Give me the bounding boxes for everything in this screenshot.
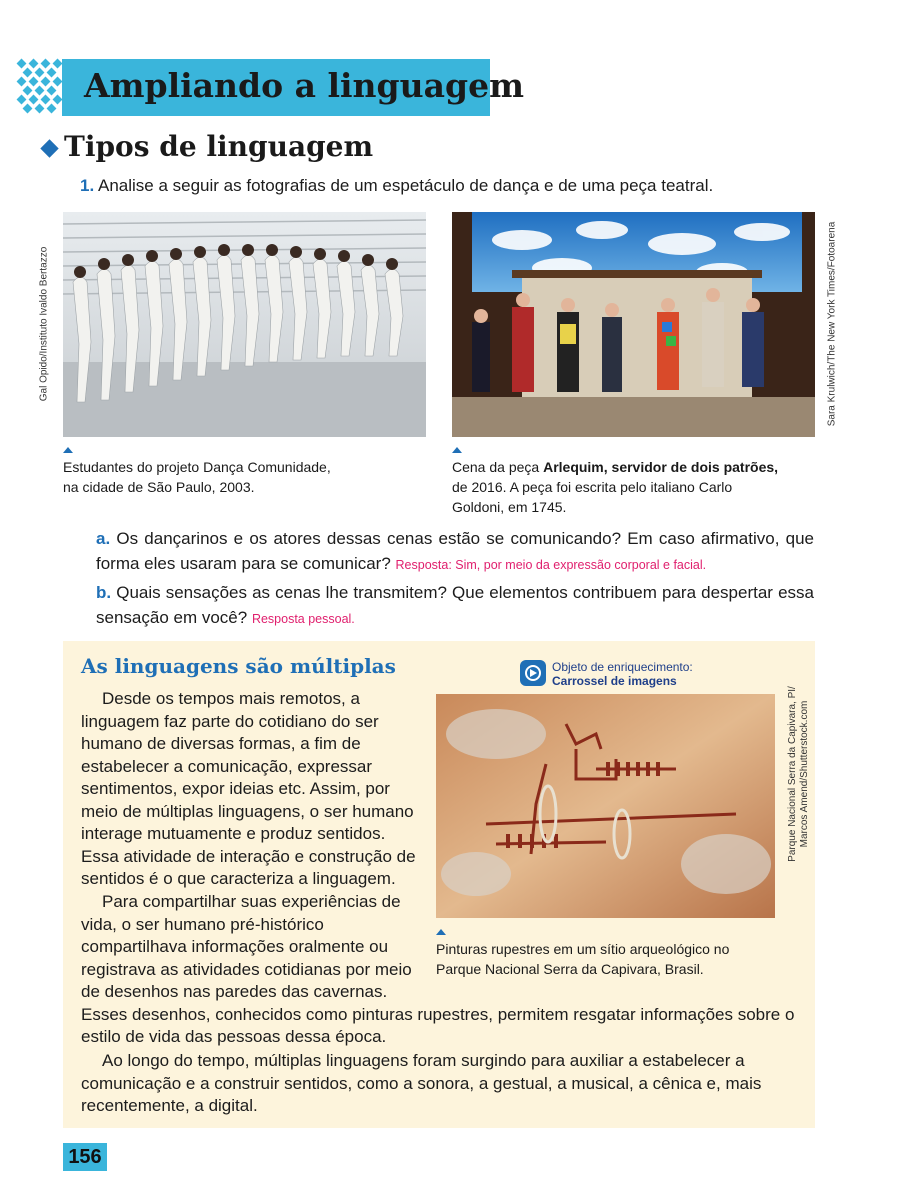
theater-caption-line: Goldoni, em 1745. — [452, 499, 567, 515]
question-b-text: Quais sensações as cenas lhe transmitem? Que elementos contribuem para despertar essa sensação em você? — [96, 583, 814, 627]
paragraph-line: Para compartilhar suas experiências de — [102, 892, 401, 911]
theater-caption-marker-icon — [452, 447, 462, 453]
question-b — [96, 580, 814, 632]
rock-painting-photo — [436, 694, 775, 918]
rock-caption-line: Parque Nacional Serra da Capivara, Brasil. — [436, 961, 704, 977]
enrichment-label: Objeto de enriquecimento: — [552, 660, 693, 674]
question-a-letter: a. — [96, 529, 111, 548]
section-title: Tipos de linguagem — [64, 130, 374, 163]
box-title: As linguagens são múltiplas — [81, 654, 396, 678]
theater-photo — [452, 212, 815, 437]
box-paragraph-2 — [81, 891, 811, 1049]
paragraph-line: vida, o ser humano pré-histórico — [81, 914, 324, 934]
dance-photo — [63, 212, 426, 437]
paragraph-line: Desde os tempos mais remotos, a — [102, 689, 360, 708]
paragraph-line: sentimentos, expor ideias etc. Assim, por — [81, 779, 390, 798]
paragraph-line: de desenhos nas paredes das cavernas. — [81, 982, 388, 1001]
section-bullet-icon — [40, 139, 58, 157]
page-number: 156 — [63, 1143, 107, 1171]
theater-caption-line — [452, 457, 815, 477]
theater-caption-line: de 2016. A peça foi escrita pelo italiano Carlo — [452, 479, 733, 495]
question-a-answer: Resposta: Sim, por meio da expressão corporal e facial. — [395, 558, 707, 572]
enrichment-link[interactable] — [552, 660, 693, 688]
theater-caption-title: Arlequim, servidor de dois patrões, — [543, 459, 779, 475]
box-paragraph-3 — [81, 1050, 811, 1118]
dance-caption-marker-icon — [63, 447, 73, 453]
dance-caption-line: Estudantes do projeto Dança Comunidade, — [63, 459, 331, 475]
paragraph-line: estilo de vida das pessoas dessa época. — [81, 1027, 387, 1046]
question-1-number: 1. — [80, 176, 95, 195]
question-1 — [80, 176, 713, 196]
paragraph-line: sentidos é o que caracteriza a linguagem. — [81, 869, 396, 888]
rock-photo-credit — [787, 686, 811, 862]
paragraph-line: Essa atividade de interação e construção de — [81, 846, 416, 866]
question-b-letter: b. — [96, 583, 112, 602]
dance-caption-line: na cidade de São Paulo, 2003. — [63, 479, 255, 495]
theater-photo-caption — [452, 457, 815, 517]
dance-photo-caption — [63, 457, 433, 497]
rock-caption-line: Pinturas rupestres em um sítio arqueológico no — [436, 941, 730, 957]
paragraph-line: linguagem faz parte do cotidiano do ser — [81, 711, 379, 731]
rock-credit-line: Marcos Amend/Shutterstock.com — [799, 700, 810, 848]
paragraph-line: recentemente, a digital. — [81, 1096, 258, 1115]
carousel-icon[interactable] — [520, 660, 546, 686]
paragraph-line: estabelecer a comunicação, expressar — [81, 756, 373, 776]
rock-credit-line: Parque Nacional Serra da Capivara, PI/ — [787, 686, 798, 862]
question-b-answer: Resposta pessoal. — [251, 612, 355, 626]
paragraph-line: Esses desenhos, conhecidos como pinturas rupestres, permitem resgatar informações sobre o — [81, 1004, 795, 1024]
question-1-text: Analise a seguir as fotografias de um espetáculo de dança e de uma peça teatral. — [97, 176, 714, 195]
theater-photo-credit: Sara Krulwich/The New York Times/Fotoarena — [826, 221, 838, 427]
paragraph-line: comunicação e a construir sentidos, como a sonora, a gestual, a musical, a cênica e, mais — [81, 1073, 762, 1093]
dance-photo-credit: Gal Opido/Instituto Ivaldo Bertazzo — [38, 246, 50, 402]
rock-photo-credit-wrap — [783, 686, 815, 918]
box-paragraph-1 — [81, 688, 421, 891]
question-a — [96, 526, 814, 578]
dance-photo-credit-wrap — [34, 212, 54, 437]
paragraph-line: interage mutuamente e produz sentidos. — [81, 824, 386, 843]
theater-photo-credit-wrap — [822, 212, 842, 437]
paragraph-line: compartilhava informações oralmente ou — [81, 937, 389, 956]
paragraph-line: Ao longo do tempo, múltiplas linguagens foram surgindo para auxiliar a estabelecer a — [102, 1051, 745, 1070]
enrichment-title: Carrossel de imagens — [552, 674, 677, 688]
question-a-text: Os dançarinos e os atores dessas cenas estão se comunicando? Em caso afirmativo, que forma eles usaram para se comunicar? — [96, 529, 814, 573]
header-diamond-pattern — [14, 58, 66, 116]
theater-caption-prefix: Cena da peça — [452, 459, 544, 475]
paragraph-line: registrava as atividades cotidianas por meio — [81, 959, 412, 979]
paragraph-line: humano de diversas formas, a fim de — [81, 734, 361, 753]
paragraph-line: meio de múltiplas linguagens, o ser humano — [81, 801, 414, 821]
page-title: Ampliando a linguagem — [84, 66, 524, 105]
